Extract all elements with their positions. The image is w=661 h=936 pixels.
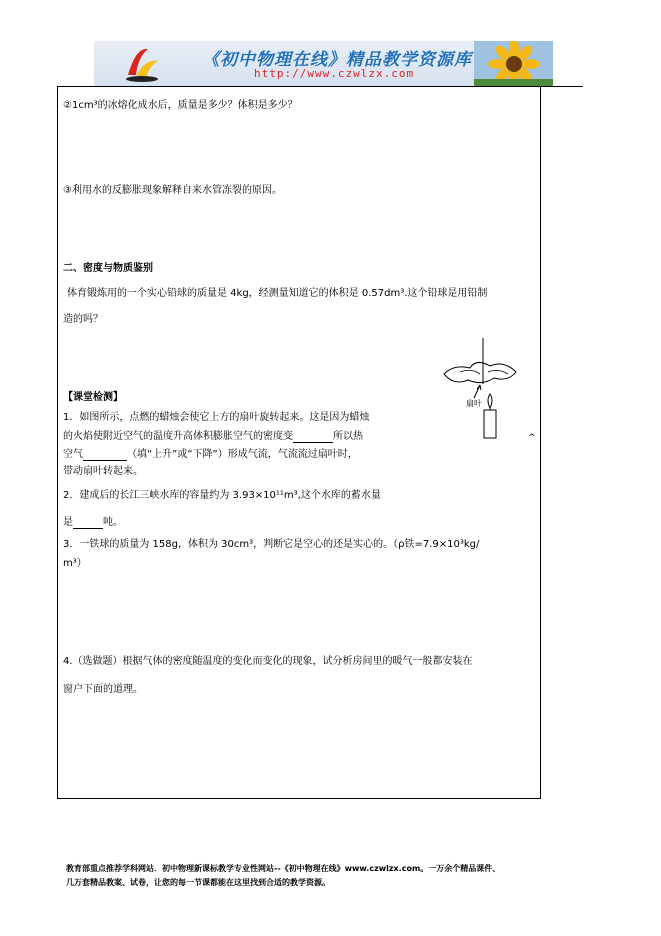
question-pipe-burst: ③利用水的反膨胀现象解释自来水管冻裂的原因。	[63, 185, 282, 196]
fan-label: 扇叶	[466, 399, 482, 408]
candle-fan-figure	[432, 338, 542, 448]
shotput-text-line2: 造的吗？	[63, 314, 103, 325]
check-q4-line1: 4.（选做题）根据气体的密度随温度的变化而变化的现象，试分析房间里的暖气一般都安装在	[63, 656, 473, 667]
header-banner	[94, 41, 553, 86]
banner-title: 《初中物理在线》精品教学资源库	[202, 50, 472, 70]
answer-blank-tons[interactable]	[73, 518, 103, 529]
answer-blank-direction[interactable]	[83, 450, 127, 461]
check-q2-line2: 是 吨。	[63, 517, 123, 528]
section-heading-check: 【课堂检测】	[63, 392, 123, 403]
banner-url[interactable]: http://www.czwlzx.com	[254, 67, 415, 80]
check-q4-line2: 窗户下面的道理。	[63, 684, 143, 695]
sunflower-icon	[474, 41, 553, 86]
page-footer	[66, 862, 500, 890]
check-q1-line1: 1．如图所示，点燃的蜡烛会使它上方的扇叶旋转起来。这是因为蜡烛	[63, 412, 370, 423]
footer-line2: 几万套精品教案、试卷，让您的每一节课都能在这里找到合适的教学资源。	[66, 878, 330, 887]
logo-icon	[122, 45, 162, 83]
check-q3-line1: 3．一铁球的质量为 158g，体积为 30cm³，判断它是空心的还是实心的。（ρ铁=7.9×10³kg/	[63, 539, 480, 550]
check-q1-line3: 空气 （填“上升”或“下降”）形成气流，气流流过扇叶时，	[63, 449, 358, 460]
section-heading-density: 二、密度与物质鉴别	[63, 263, 153, 274]
figure-caret: ^	[528, 433, 536, 443]
check-q2-line1: 2．建成后的长江三峡水库的容量约为 3.93×10¹¹m³,这个水库的蓄水量	[63, 490, 381, 501]
check-q3-line2: m³）	[63, 558, 87, 569]
check-q1-line2: 的火焰使附近空气的温度升高体积膨胀空气的密度变 所以热	[63, 431, 363, 442]
check-q1-line4: 带动扇叶转起来。	[63, 466, 143, 477]
shotput-text-line1: 体育锻炼用的一个实心铅球的质量是 4kg，经测量知道它的体积是 0.57dm³.这个铅球是用铅制	[67, 288, 488, 299]
question-ice-melt: ②1cm³的冰熔化成水后，质量是多少？体积是多少？	[63, 100, 298, 111]
answer-blank-density[interactable]	[293, 432, 333, 443]
footer-line1: 教育部重点推荐学科网站．初中物理新课标教学专业性网站--《初中物理在线》www.czwlzx.com。一万余个精品课件、	[66, 864, 501, 873]
